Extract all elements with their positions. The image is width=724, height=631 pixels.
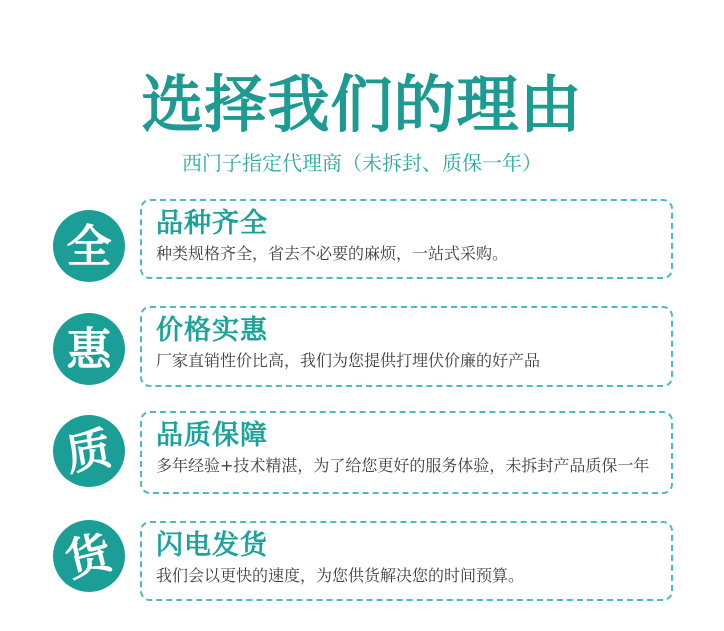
feature-heading: 价格实惠 bbox=[156, 315, 268, 346]
feature-badge-circle bbox=[53, 313, 125, 385]
badge-character: 全 bbox=[66, 219, 112, 273]
feature-badge-circle bbox=[53, 210, 125, 282]
feature-description: 厂家直销性价比高，我们为您提供打埋伏价廉的好产品 bbox=[156, 351, 541, 370]
feature-heading: 品种齐全 bbox=[156, 208, 268, 239]
badge-character: 惠 bbox=[66, 322, 112, 376]
badge-character: 货 bbox=[60, 524, 118, 588]
page-subtitle: 西门子指定代理商（未拆封、质保一年） bbox=[182, 151, 542, 175]
page-title: 选择我们的理由 bbox=[141, 68, 583, 141]
feature-heading: 闪电发货 bbox=[156, 530, 268, 561]
feature-description: 我们会以更快的速度，为您供货解决您的时间预算。 bbox=[156, 566, 525, 585]
feature-row bbox=[140, 521, 673, 601]
feature-description: 种类规格齐全，省去不必要的麻烦，一站式采购。 bbox=[156, 244, 509, 263]
badge-character: 质 bbox=[62, 420, 116, 482]
feature-heading: 品质保障 bbox=[156, 420, 268, 451]
feature-row bbox=[140, 411, 673, 494]
feature-row bbox=[140, 199, 673, 279]
feature-row bbox=[140, 306, 673, 387]
feature-badge-circle bbox=[53, 415, 125, 487]
feature-description: 多年经验+技术精湛，为了给您更好的服务体验，未拆封产品质保一年 bbox=[156, 456, 650, 475]
feature-badge-circle bbox=[53, 520, 125, 592]
